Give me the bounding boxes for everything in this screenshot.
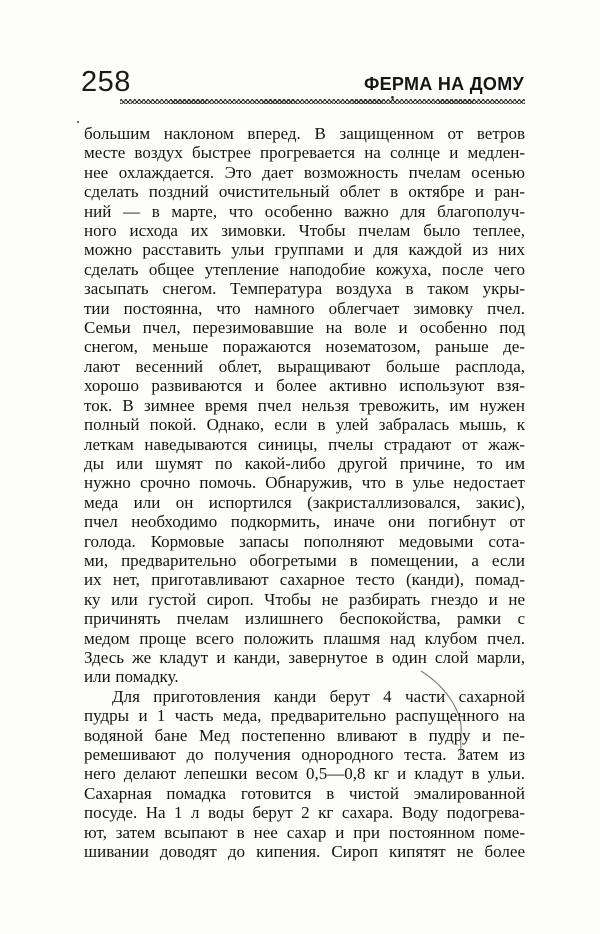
text-line: засыпать снегом. Температура воздуха в таком укры- [84,279,525,299]
scan-speck [391,96,394,99]
header-ornament-rule [120,99,525,104]
text-line: хорошо развиваются и более активно используют взя- [84,376,525,396]
text-line: ды или шумят по какой-либо другой причине, то им [84,453,525,473]
text-line: медом проще всего положить плашмя над клубом пчел. [84,628,525,648]
text-line: шивании доводят до кипения. Сироп кипятят не более [84,842,525,862]
text-line: нужно срочно помочь. Обнаружив, что в улье недостает [84,473,525,493]
text-line: пчел необходимо подкормить, иначе они погибнут от [84,512,525,532]
text-line: Здесь же кладут и канди, завернутое в один слой марли, [84,647,525,667]
text-line: голода. Кормовые запасы пополняют медовыми сота- [84,531,525,551]
text-line: или помадку. [84,667,179,687]
text-line: полный покой. Однако, если в улей забралась мышь, к [84,415,525,435]
text-line: него делают лепешки весом 0,5—0,8 кг и кладут в ульи. [84,764,525,784]
text-line: пудры и 1 часть меда, предварительно распущенного на [84,706,525,726]
text-line: сделать общее утепление наподобие кожуха, после чего [84,259,525,279]
text-line: Семьи пчел, перезимовавшие на воле и особенно под [84,318,525,338]
running-title: ФЕРМА НА ДОМУ [363,74,524,94]
page-body-text [84,124,525,861]
text-line: посуде. На 1 л воды берут 2 кг сахара. Воду подогрева- [84,803,525,823]
text-line: причинять пчелам излишнего беспокойства, рамки с [84,609,525,629]
text-line: ремешивают до получения однородного теста. Затем из [84,745,525,764]
scan-speck [77,121,79,123]
page-number: 258 [81,66,131,98]
text-line: сделать поздний очистительный облет в октябре и ран- [84,182,525,202]
text-line: нее охлаждается. Это дает возможность пчелам осенью [84,162,525,182]
text-line: ний — в марте, что особенно важно для благополуч- [84,201,525,221]
text-line: большим наклоном вперед. В защищенном от ветров [84,124,525,143]
text-line: месте воздух быстрее прогревается на солнце и медлен- [84,143,525,163]
text-line: ми, предварительно обогретыми в помещении, а если [84,550,525,570]
text-line: снегом, меньше поражаются нозематозом, раньше де- [84,337,525,357]
text-line: леткам наведываются синицы, пчелы страдают от жаж- [84,434,525,454]
text-line: Для приготовления канди берут 4 части сахарной [112,686,525,706]
text-line: ного исхода их зимовки. Чтобы пчелам было теплее, [84,221,525,241]
text-line: их нет, приготавливают сахарное тесто (канди), помад- [84,570,525,590]
text-line: ют, затем всыпают в нее сахар и при постоянном поме- [84,822,525,842]
text-line: ток. В зимнее время пчел нельзя тревожить, им нужен [84,395,525,415]
text-line: можно расставить ульи группами и для каждой из них [84,240,525,260]
text-line: тии постоянна, что намного облегчает зимовку пчел. [84,298,525,318]
text-line: лают весенний облет, выращивают больше расплода, [84,356,525,376]
text-line: меда или он испортился (закристаллизовался, закис), [84,492,525,512]
text-line: водяной бане Мед постепенно вливают в пудру и пе- [84,725,525,745]
text-line: ку или густой сироп. Чтобы не разбирать гнездо и не [84,589,525,609]
text-line: Сахарная помадка готовится в чистой эмалированной [84,783,525,803]
